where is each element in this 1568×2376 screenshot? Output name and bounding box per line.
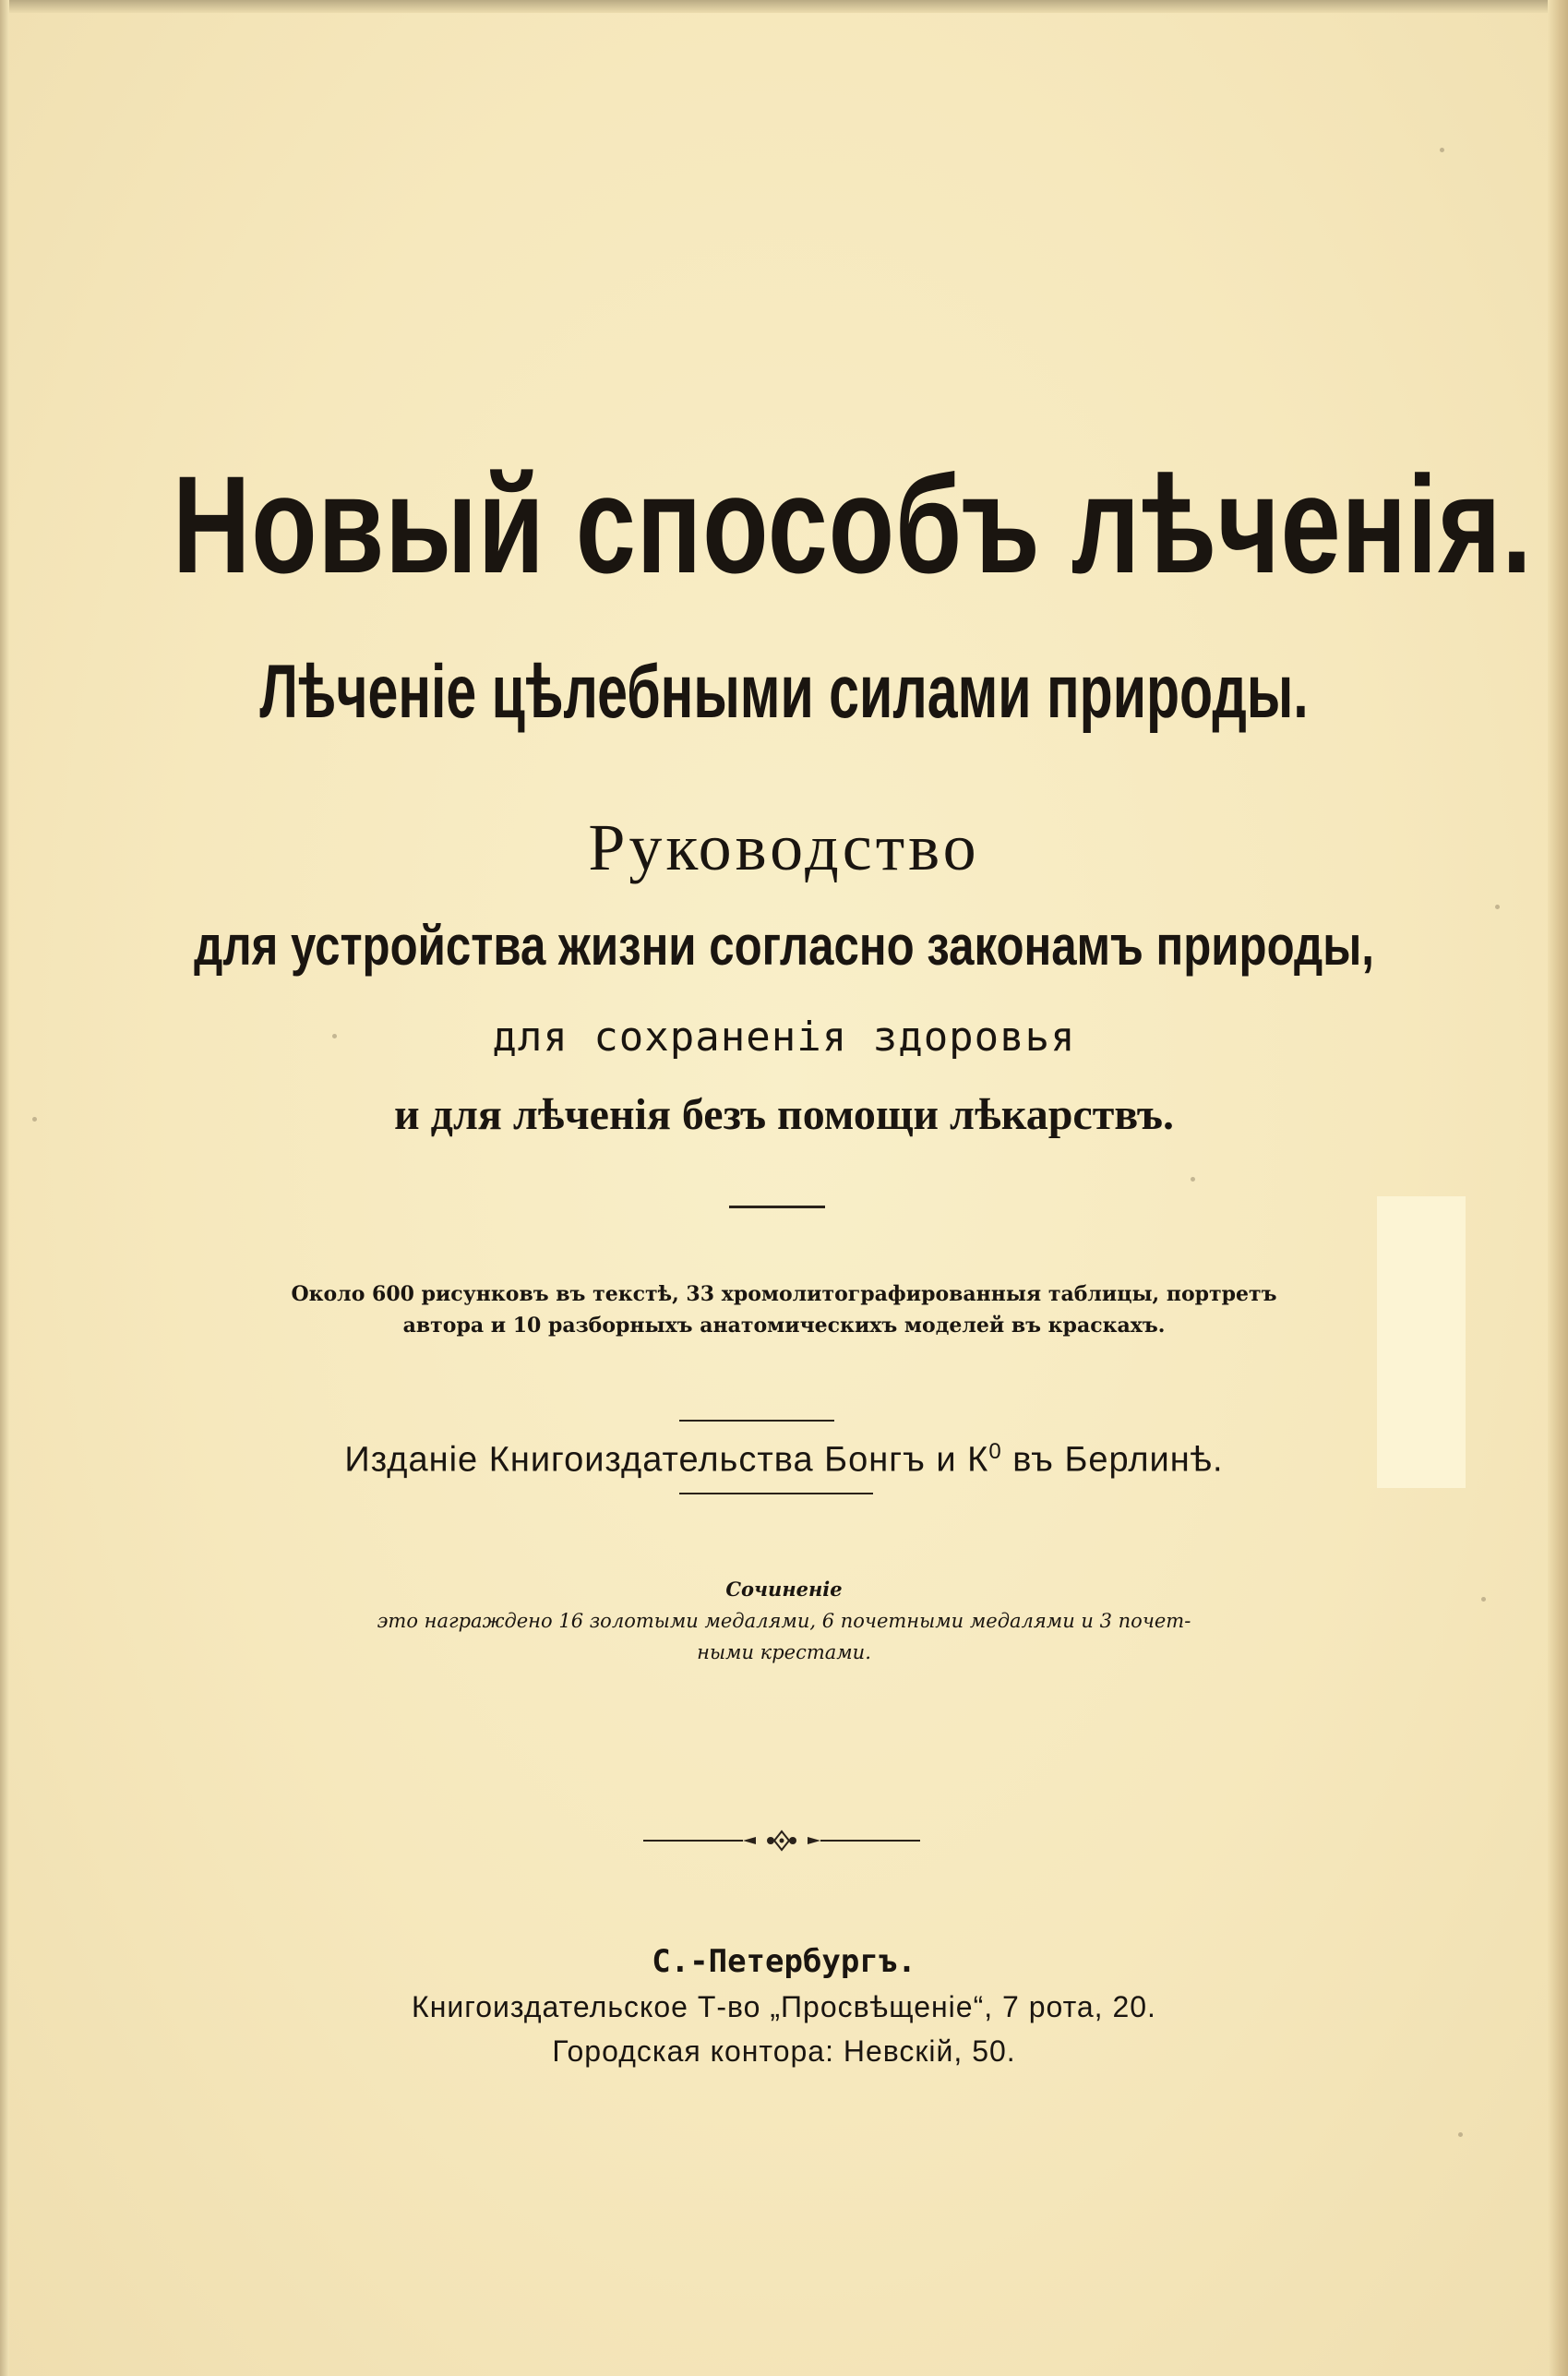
illustrations-note xyxy=(0,1278,1568,1341)
awards-line-1 xyxy=(0,1574,1568,1637)
edition-line xyxy=(0,1426,1568,1486)
awards-lead: Сочиненіе xyxy=(725,1578,843,1601)
imprint-press: Книгоиздательское Т-во „Просвѣщеніе“, 7 рота, 20. xyxy=(412,1990,1156,2023)
no-drugs-line: и для лѣченія безъ помощи лѣкарствъ. xyxy=(394,1090,1174,1139)
imprint-office: Городская контора: Невскій, 50. xyxy=(552,2034,1016,2068)
paper-speck xyxy=(1495,905,1500,909)
edition-tail: въ Берлинѣ. xyxy=(1001,1440,1224,1480)
printer-ornament xyxy=(643,1830,920,1852)
health-line: для сохраненія здоровья xyxy=(492,1014,1076,1061)
guide-heading: Руководство xyxy=(588,810,980,884)
illustrations-line-1: Около 600 рисунковъ въ текстѣ, 33 хромолитографированныя таблицы, портретъ xyxy=(291,1282,1277,1306)
book-title: Новый способъ лѣченія. xyxy=(172,447,1533,602)
awards-line-2: ными крестами. xyxy=(697,1641,871,1663)
edition-text: Изданіе Книгоиздательства Бонгъ и К xyxy=(344,1440,989,1480)
paper-speck xyxy=(1191,1177,1195,1182)
paper-speck xyxy=(1440,148,1444,152)
book-subtitle: Лѣченіе цѣлебными силами природы. xyxy=(259,650,1309,734)
illustrations-line-2: автора и 10 разборныхъ анатомическихъ моделей въ краскахъ. xyxy=(402,1314,1166,1338)
page-top-edge xyxy=(0,0,1568,13)
edition-rule-bottom xyxy=(679,1493,873,1494)
awards-line-1-rest: это награждено 16 золотыми медалями, 6 почетными медалями и 3 почет- xyxy=(377,1610,1191,1632)
edition-superscript: 0 xyxy=(988,1439,1002,1464)
awards-note xyxy=(0,1574,1568,1668)
imprint-city: С.-Петербургъ. xyxy=(652,1943,916,1980)
edition-rule-top xyxy=(679,1420,834,1422)
paper-speck xyxy=(1458,2132,1463,2137)
purpose-line: для устройства жизни согласно законамъ природы, xyxy=(194,915,1374,977)
short-divider xyxy=(729,1206,825,1208)
